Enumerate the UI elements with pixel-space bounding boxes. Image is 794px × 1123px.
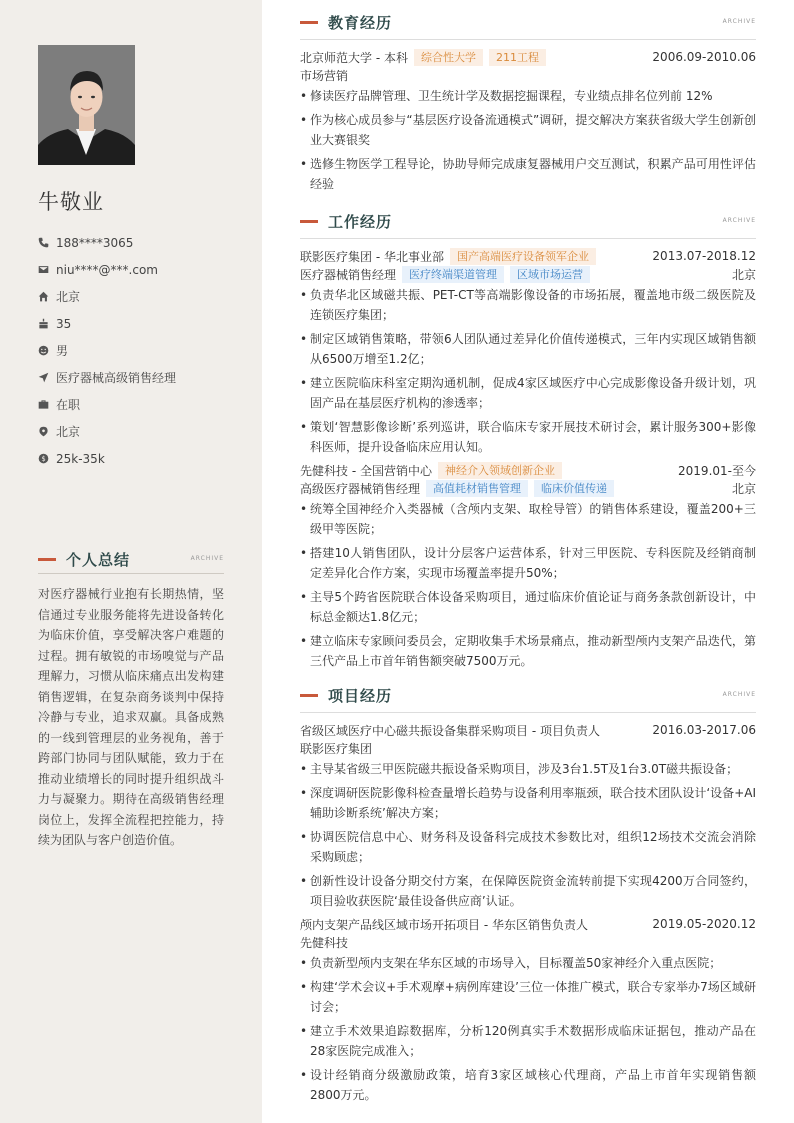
project-name: 省级区域医疗中心磁共振设备集群采购项目 - 项目负责人 bbox=[300, 723, 600, 738]
bullet-item: • 协调医院信息中心、财务科及设备科完成技术参数比对，组织12场技术交流会消除采购顾虑； bbox=[300, 827, 756, 867]
work-title: 工作经历 bbox=[328, 212, 393, 231]
summary-text: 对医疗器械行业抱有长期热情，坚信通过专业服务能将先进设备转化为临床价值，享受解决客户难题的过程。拥有敏锐的市场嗅觉与产品理解力，习惯从临床痛点出发构建销售逻辑，在复杂商务谈判中保持冷静与专业，追求双赢。具备成熟的一线到管理层的业务视角，善于跨部门协同与团队赋能，致力于在推动业绩增长的同时提升组织战斗力与凝聚力。期待在高级销售经理岗位上，发挥全流程把控能力，持续为团队与客户创造价值。 bbox=[38, 587, 224, 847]
company-name: 联影医疗集团 - 华北事业部 bbox=[300, 249, 444, 264]
school-badge: 211工程 bbox=[489, 49, 546, 66]
role-badge: 区域市场运营 bbox=[510, 266, 590, 283]
section-accent-bar bbox=[38, 558, 56, 561]
age-text: 35 bbox=[56, 316, 72, 331]
profile-photo bbox=[38, 45, 135, 165]
bullet-item: • 创新性设计设备分期交付方案，在保障医院资金流转前提下实现4200万合同签约，项目验收获医院‘最佳设备供应商’认证。 bbox=[300, 871, 756, 911]
project-bullets bbox=[300, 759, 756, 911]
section-divider bbox=[38, 573, 224, 574]
bullet-item: • 制定区域销售策略，带领6人团队通过差异化价值传递模式，三年内实现区域销售额从6500万增至1.2亿； bbox=[300, 329, 756, 369]
work-section bbox=[300, 207, 756, 675]
job-date: 2013.07-2018.12 bbox=[652, 249, 756, 263]
role-name: 高级医疗器械销售经理 bbox=[300, 481, 421, 496]
job-city: 北京 bbox=[731, 481, 756, 496]
summary-section bbox=[38, 545, 224, 851]
projects-header bbox=[300, 681, 756, 709]
summary-title: 个人总结 bbox=[66, 550, 131, 569]
projects-title: 项目经历 bbox=[328, 686, 393, 705]
project-row bbox=[300, 721, 756, 739]
status-text: 在职 bbox=[56, 398, 81, 412]
bullet-item: • 策划‘智慧影像诊断’系列巡讲，联合临床专家开展技术研讨会，累计服务300+影像科医师，提升设备临床应用认知。 bbox=[300, 417, 756, 457]
money-icon bbox=[38, 453, 56, 464]
bullet-item: • 主导某省级三甲医院磁共振设备采购项目，涉及3台1.5T及1台3.0T磁共振设备； bbox=[300, 759, 756, 779]
bullet-item: • 构建‘学术会议+手术观摩+病例库建设’三位一体推广模式，联合专家举办7场区域研讨会； bbox=[300, 977, 756, 1017]
bullet-item: • 建立医院临床科室定期沟通机制，促成4家区域医疗中心完成影像设备升级计划，巩固产品在基层医疗机构的渗透率； bbox=[300, 373, 756, 413]
project-org-row bbox=[300, 933, 756, 951]
company-name: 先健科技 - 全国营销中心 bbox=[300, 463, 432, 478]
project-name: 颅内支架产品线区域市场开拓项目 - 华东区销售负责人 bbox=[300, 917, 588, 932]
bullet-item: • 搭建10人销售团队，设计分层客户运营体系，针对三甲医院、专科医院及经销商制定差异化合作方案，实现市场覆盖率提升50%； bbox=[300, 543, 756, 583]
bullet-item: • 建立手术效果追踪数据库，分析120例真实手术数据形成临床证据包，推动产品在28家医院完成准入； bbox=[300, 1021, 756, 1061]
city-text: 北京 bbox=[56, 290, 81, 304]
smiley-icon bbox=[38, 345, 56, 356]
project-date: 2016.03-2017.06 bbox=[652, 723, 756, 737]
info-email bbox=[38, 256, 238, 283]
job-entry bbox=[300, 247, 756, 457]
role-row bbox=[300, 479, 756, 497]
education-row bbox=[300, 48, 756, 66]
job-bullets bbox=[300, 499, 756, 671]
svg-text:$: $ bbox=[41, 454, 46, 463]
info-salary bbox=[38, 445, 238, 472]
education-header bbox=[300, 8, 756, 36]
section-divider bbox=[300, 712, 756, 713]
education-tag: ARCHIVE bbox=[722, 18, 756, 25]
bullet-item: • 深度调研医院影像科检查量增长趋势与设备利用率瓶颈，联合技术团队设计‘设备+AI辅助诊断系统’解决方案； bbox=[300, 783, 756, 823]
job-bullets bbox=[300, 285, 756, 457]
mail-icon bbox=[38, 264, 56, 275]
education-bullets bbox=[300, 86, 756, 194]
project-date: 2019.05-2020.12 bbox=[652, 917, 756, 931]
info-position bbox=[38, 364, 238, 391]
role-badge: 临床价值传递 bbox=[534, 480, 614, 497]
bullet-item: • 负责新型颅内支架在华东区域的市场导入，目标覆盖50家神经介入重点医院； bbox=[300, 953, 756, 973]
bullet-item: • 作为核心成员参与“基层医疗设备流通模式”调研，提交解决方案获省级大学生创新创业大赛银奖 bbox=[300, 110, 756, 150]
project-row bbox=[300, 915, 756, 933]
sidebar bbox=[0, 0, 262, 1123]
salary-text: 25k-35k bbox=[56, 451, 105, 466]
section-accent-bar bbox=[300, 694, 318, 697]
bullet-item: • 修读医疗品牌管理、卫生统计学及数据挖掘课程，专业绩点排名位列前 12% bbox=[300, 86, 756, 106]
bullet-item: • 统筹全国神经介入类器械（含颅内支架、取栓导管）的销售体系建设，覆盖200+三级甲等医院； bbox=[300, 499, 756, 539]
job-entry bbox=[300, 461, 756, 671]
project-entry bbox=[300, 721, 756, 911]
role-row bbox=[300, 265, 756, 283]
bullet-item: • 负责华北区域磁共振、PET-CT等高端影像设备的市场拓展，覆盖地市级二级医院及连锁医疗集团； bbox=[300, 285, 756, 325]
info-city bbox=[38, 283, 238, 310]
briefcase-icon bbox=[38, 399, 56, 410]
role-badge: 医疗终端渠道管理 bbox=[402, 266, 504, 283]
email-text: niu****@***.com bbox=[56, 262, 158, 277]
project-entry bbox=[300, 915, 756, 1105]
work-tag: ARCHIVE bbox=[722, 217, 756, 224]
major-name: 市场营销 bbox=[300, 68, 349, 83]
bullet-item: • 建立临床专家顾问委员会，定期收集手术场景痛点，推动新型颅内支架产品迭代，第三代产品上市首年销售额突破7500万元。 bbox=[300, 631, 756, 671]
project-org: 先健科技 bbox=[300, 935, 349, 950]
section-accent-bar bbox=[300, 21, 318, 24]
target-city-text: 北京 bbox=[56, 425, 81, 439]
info-phone bbox=[38, 229, 238, 256]
education-section bbox=[300, 8, 756, 198]
work-header bbox=[300, 207, 756, 235]
company-row bbox=[300, 247, 756, 265]
info-age bbox=[38, 310, 238, 337]
section-divider bbox=[300, 238, 756, 239]
cake-icon bbox=[38, 318, 56, 329]
phone-icon bbox=[38, 237, 56, 248]
projects-tag: ARCHIVE bbox=[722, 691, 756, 698]
section-divider bbox=[300, 39, 756, 40]
bullet-item: • 选修生物医学工程导论，协助导师完成康复器械用户交互测试，积累产品可用性评估经验 bbox=[300, 154, 756, 194]
job-date: 2019.01-至今 bbox=[678, 463, 756, 478]
education-entry bbox=[300, 48, 756, 194]
location-pin-icon bbox=[38, 426, 56, 437]
summary-tag: ARCHIVE bbox=[190, 555, 224, 562]
company-row bbox=[300, 461, 756, 479]
major-row bbox=[300, 66, 756, 84]
school-name: 北京师范大学 - 本科 bbox=[300, 50, 408, 65]
role-name: 医疗器械销售经理 bbox=[300, 267, 397, 282]
company-badge: 神经介入领域创新企业 bbox=[438, 462, 562, 479]
projects-section bbox=[300, 681, 756, 1109]
summary-header bbox=[38, 545, 224, 573]
role-badge: 高值耗材销售管理 bbox=[426, 480, 528, 497]
project-org: 联影医疗集团 bbox=[300, 741, 373, 756]
info-gender bbox=[38, 337, 238, 364]
home-icon bbox=[38, 291, 56, 302]
education-title: 教育经历 bbox=[328, 13, 393, 32]
info-status bbox=[38, 391, 238, 418]
send-icon bbox=[38, 372, 56, 383]
position-text: 医疗器械高级销售经理 bbox=[56, 371, 177, 385]
phone-text: 188****3065 bbox=[56, 235, 134, 250]
bullet-item: • 设计经销商分级激励政策，培育3家区域核心代理商，产品上市首年实现销售额2800万元。 bbox=[300, 1065, 756, 1105]
info-target-city bbox=[38, 418, 238, 445]
school-badge: 综合性大学 bbox=[414, 49, 483, 66]
section-accent-bar bbox=[300, 220, 318, 223]
company-badge: 国产高端医疗设备领军企业 bbox=[450, 248, 596, 265]
project-bullets bbox=[300, 953, 756, 1105]
education-date: 2006.09-2010.06 bbox=[652, 50, 756, 64]
gender-text: 男 bbox=[56, 344, 69, 358]
contact-info-list bbox=[38, 229, 238, 472]
candidate-name: 牛敬业 bbox=[38, 190, 104, 214]
bullet-item: • 主导5个跨省医院联合体设备采购项目，通过临床价值论证与商务条款创新设计，中标总金额达1.8亿元； bbox=[300, 587, 756, 627]
job-city: 北京 bbox=[731, 267, 756, 282]
project-org-row bbox=[300, 739, 756, 757]
